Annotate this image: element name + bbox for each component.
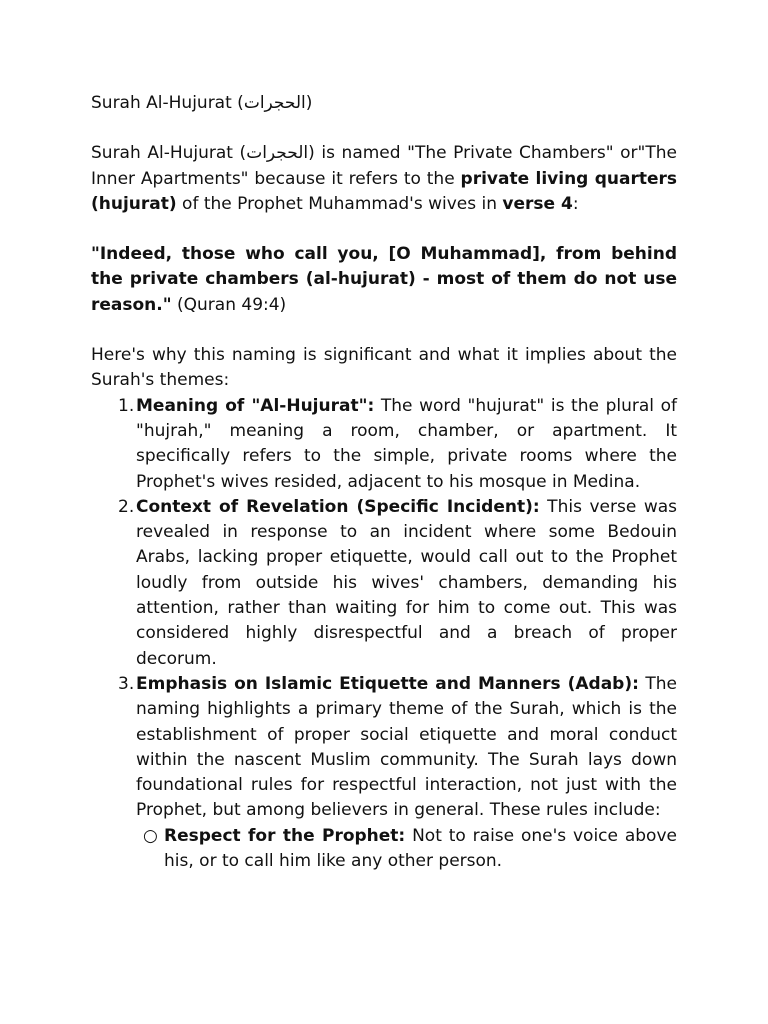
list-number: 3. — [118, 673, 135, 694]
circle-bullet-icon: ○ — [143, 825, 158, 846]
list-item-body: This verse was revealed in response to an incident where some Bedouin Arabs, lacking proper etiquette, would call out to the Prophet loudly from outside his wives' chambers, demanding his attention, rather than waiting for him to come out. This was considered highly disrespectful and a breach of proper decorum. — [136, 496, 677, 669]
title-prefix: Surah Al-Hujurat ( — [91, 93, 244, 113]
quran-quote — [91, 242, 677, 318]
list-item-heading: Emphasis on Islamic Etiquette and Manners (Adab): — [136, 673, 639, 694]
document-page — [91, 91, 677, 874]
intro-bold-verse: verse 4 — [502, 193, 573, 214]
quote-citation: (Quran 49:4) — [171, 294, 287, 315]
title-arabic: الحجرات — [243, 93, 306, 113]
bulleted-sublist — [136, 824, 677, 875]
list-item-heading: Context of Revelation (Specific Incident): — [136, 496, 540, 517]
list-number: 1. — [118, 395, 135, 416]
intro-paragraph — [91, 141, 677, 217]
intro-text-4: : — [572, 193, 579, 214]
intro-arabic: الحجرات — [246, 143, 309, 164]
list-item — [91, 495, 677, 672]
sublist-item — [136, 824, 677, 875]
list-item — [91, 394, 677, 495]
quote-text: "Indeed, those who call you, [O Muhammad], from behind the private chambers (al-hujurat) - most of them do not use reason." — [91, 244, 677, 315]
sublist-item-heading: Respect for the Prophet: — [164, 825, 406, 846]
lead-in-paragraph: Here's why this naming is significant and what it implies about the Surah's themes: — [91, 345, 677, 391]
list-item — [91, 672, 677, 874]
intro-text-1: Surah Al-Hujurat ( — [91, 143, 247, 164]
intro-bold-quarters: private living quarters (hujurat) — [91, 168, 678, 214]
list-item-heading: Meaning of "Al-Hujurat": — [136, 395, 375, 416]
numbered-list — [91, 394, 677, 875]
intro-text-2: ) is named "The Private Chambers" or"The Inner Apartments" because it refers to the — [91, 143, 677, 189]
intro-text-3: of the Prophet Muhammad's wives in — [176, 193, 503, 214]
list-item-body: The word "hujurat" is the plural of "hujrah," meaning a room, chamber, or apartment. It specifically refers to the simple, private rooms where the Prophet's wives resided, adjacent to his mosque in Medina. — [136, 395, 677, 492]
title-suffix: ) — [305, 93, 313, 113]
document-title — [91, 91, 677, 116]
sublist-item-body: Not to raise one's voice above his, or to call him like any other person. — [164, 825, 677, 872]
list-item-body: The naming highlights a primary theme of the Surah, which is the establishment of proper social etiquette and moral conduct within the nascent Muslim community. The Surah lays down foundational rules for respectful interaction, not just with the Prophet, but among believers in general. These rules include: — [136, 673, 677, 821]
list-number: 2. — [118, 496, 135, 517]
